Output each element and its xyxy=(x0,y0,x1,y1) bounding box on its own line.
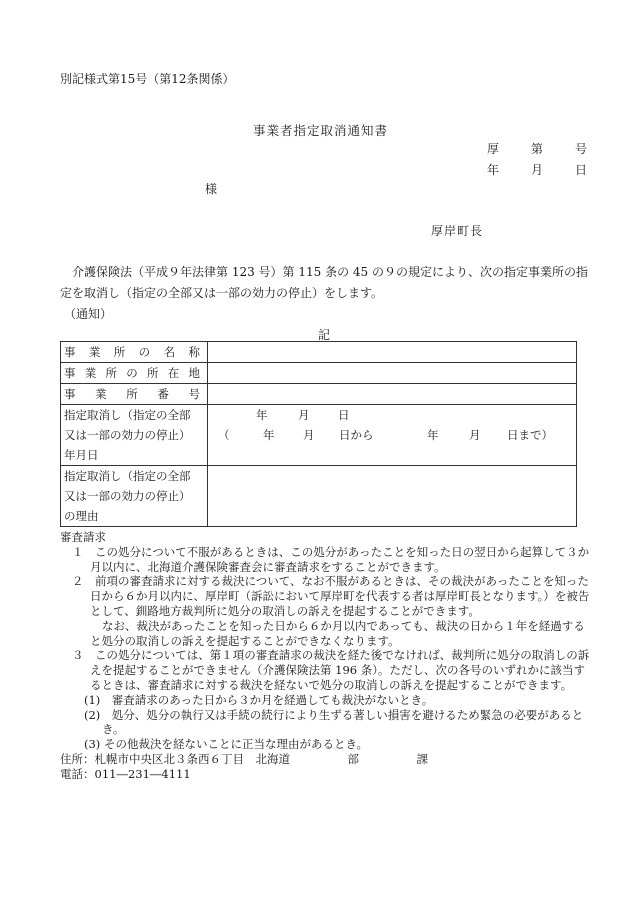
designation-table xyxy=(60,341,577,527)
examination-item-1: １ この処分について不服があるときは、この処分があったことを知った日の翌日から起算して３か月以内に、北海道介護保険審査会に審査請求をすることができます。 xyxy=(72,544,590,574)
examination-heading: 審査請求 xyxy=(60,530,106,544)
examination-sub-2: (2) 処分、処分の執行又は手続の続行により生ずる著しい損害を避けるため緊急の必要があるとき。 xyxy=(84,707,584,737)
doc-number-dai: 第 xyxy=(530,142,543,156)
table-row xyxy=(61,363,577,384)
examination-item-2-note: なお、裁決があったことを知った日から６か月以内であっても、裁決の日から１年を経過すると処分の取消しの訴えを提起することができなくなります。 xyxy=(90,618,585,648)
document-date-row xyxy=(487,161,587,178)
form-number: 別記様式第15号（第12条関係） xyxy=(60,72,235,86)
contact-phone: 電話：011―231―4111 xyxy=(60,766,191,781)
ki-label: 記 xyxy=(318,328,331,342)
contact-address: 住所：札幌市中央区北３条西６丁目 北海道 部 課 xyxy=(60,751,428,766)
office-number-value xyxy=(208,384,577,405)
revocation-date-label: 指定取消し（指定の全部 又は一部の効力の停止） 年月日 xyxy=(61,405,208,466)
revocation-date-value: 年 月 日 （ 年 月 日から 年 月 日まで） xyxy=(208,405,577,466)
document-number-row xyxy=(487,140,587,157)
table-row xyxy=(61,384,577,405)
date-year: 年 xyxy=(487,163,500,177)
office-address-label: 事 業 所 の 所 在 地 xyxy=(61,363,208,384)
revocation-reason-value xyxy=(208,466,577,527)
examination-item-2: ２ 前項の審査請求に対する裁決について、なお不服があるときは、その裁決があったことを知った日から６か月以内に、厚岸町（訴訟において厚岸町を代表する者は厚岸町長となります。）を被告として、釧路地方裁判所に処分の取消しの訴えを提起することができます。 xyxy=(72,574,590,618)
addressee: 様 xyxy=(205,182,218,196)
examination-section xyxy=(60,530,590,782)
office-name-label: 事 業 所 の 名 称 xyxy=(61,342,208,363)
office-address-value xyxy=(208,363,577,384)
examination-sub-3: (3) その他裁決を経ないことに正当な理由があるとき。 xyxy=(84,737,368,752)
table-row xyxy=(61,405,577,466)
table-row xyxy=(61,466,577,527)
table-row xyxy=(61,342,577,363)
doc-number-go: 号 xyxy=(574,142,587,156)
date-day: 日 xyxy=(574,163,587,177)
office-name-value xyxy=(208,342,577,363)
revocation-reason-label: 指定取消し（指定の全部 又は一部の効力の停止） の理由 xyxy=(61,466,208,527)
sender: 厚岸町長 xyxy=(431,224,484,238)
office-number-label: 事 業 所 番 号 xyxy=(61,384,208,405)
examination-sub-1: (1) 審査請求のあった日から３か月を経過しても裁決がないとき。 xyxy=(84,692,434,707)
body-paragraph: 介護保険法（平成９年法律第 123 号）第 115 条の 45 の９の規定により、次の指定事業所の指定を取消し（指定の全部又は一部の効力の停止）をします。 xyxy=(60,265,588,300)
doc-number-prefix: 厚 xyxy=(487,142,500,156)
date-month: 月 xyxy=(530,163,543,177)
examination-item-3: ３ この処分については、第１項の審査請求の裁決を経た後でなければ、裁判所に処分の取消しの訴えを提起することができません（介護保険法第 196 条）。ただし、次の各号のいずれかに該当するときは、審査請求に対する裁決を経ないで処分の取消しの訴えを提起することができます。 xyxy=(72,648,590,692)
document-title: 事業者指定取消通知書 xyxy=(253,123,389,138)
notification-label: （通知） xyxy=(64,307,113,321)
